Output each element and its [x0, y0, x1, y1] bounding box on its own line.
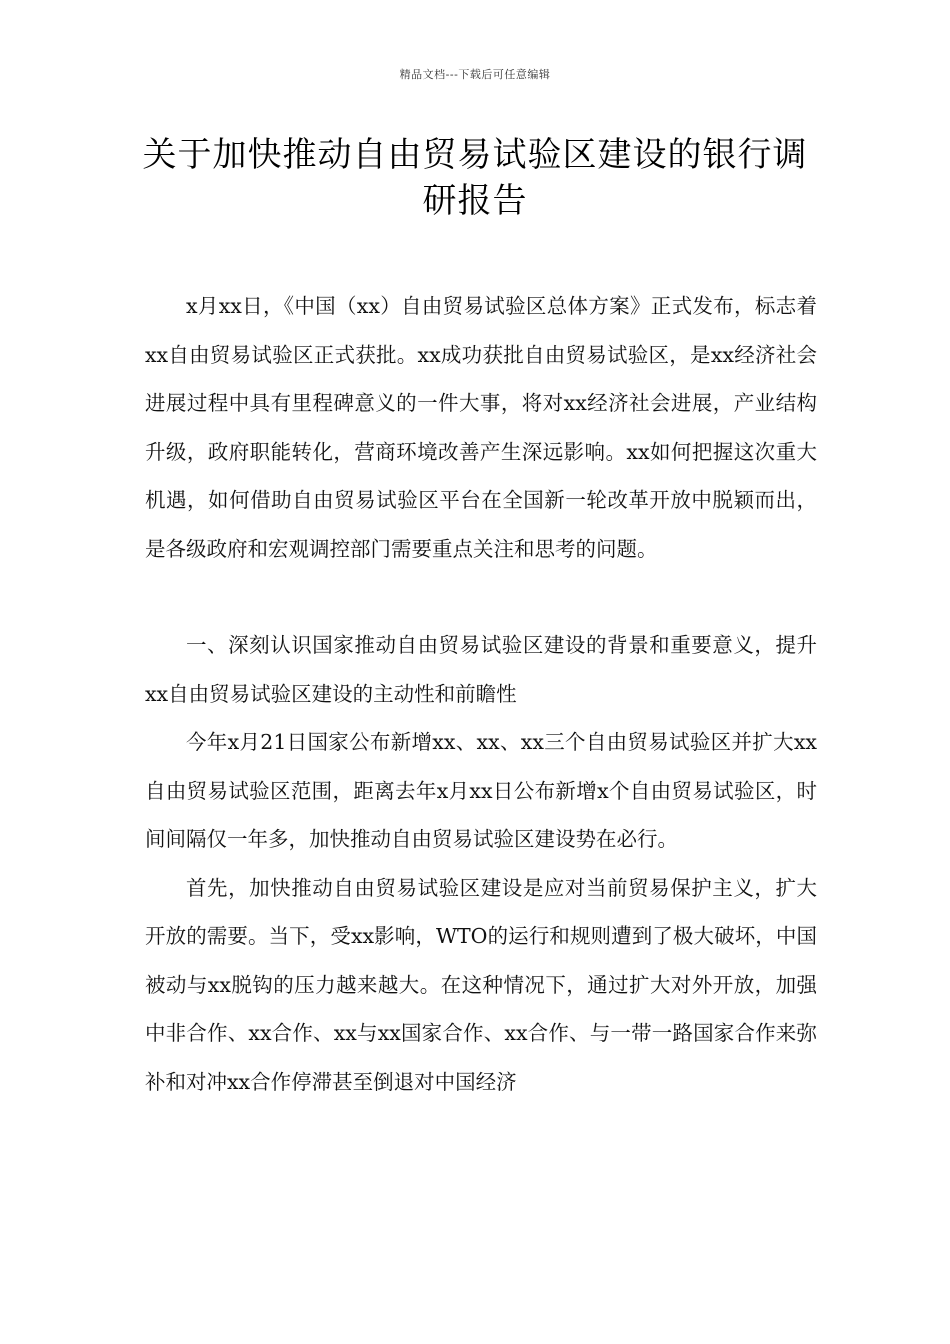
- section-heading: 一、深刻认识国家推动自由贸易试验区建设的背景和重要意义，提升xx自由贸易试验区建设的主动性和前瞻性: [145, 633, 817, 706]
- header-note: 精品文档---下载后可任意编辑: [399, 68, 551, 81]
- document-body: [145, 282, 817, 1106]
- body-paragraph: 今年x月21日国家公布新增xx、xx、xx三个自由贸易试验区并扩大xx自由贸易试验区范围，距离去年x月xx日公布新增x个自由贸易试验区，时间间隔仅一年多，加快推动自由贸易试验区建设势在必行。: [145, 730, 817, 851]
- intro-paragraph: x月xx日，《中国（xx）自由贸易试验区总体方案》正式发布，标志着xx自由贸易试验区正式获批。xx成功获批自由贸易试验区，是xx经济社会进展过程中具有里程碑意义的一件大事，将对xx经济社会进展，产业结构升级，政府职能转化，营商环境改善产生深远影响。xx如何把握这次重大机遇，如何借助自由贸易试验区平台在全国新一轮改革开放中脱颖而出，是各级政府和宏观调控部门需要重点关注和思考的问题。: [145, 294, 817, 561]
- document-title: 关于加快推动自由贸易试验区建设的银行调研报告: [142, 135, 808, 221]
- paragraph-gap: [145, 573, 817, 621]
- body-paragraph: 首先，加快推动自由贸易试验区建设是应对当前贸易保护主义，扩大开放的需要。当下，受xx影响，WTO的运行和规则遭到了极大破坏，中国被动与xx脱钩的压力越来越大。在这种情况下，通过扩大对外开放，加强中非合作、xx合作、xx与xx国家合作、xx合作、与一带一路国家合作来弥补和对冲xx合作停滞甚至倒退对中国经济: [145, 875, 817, 1094]
